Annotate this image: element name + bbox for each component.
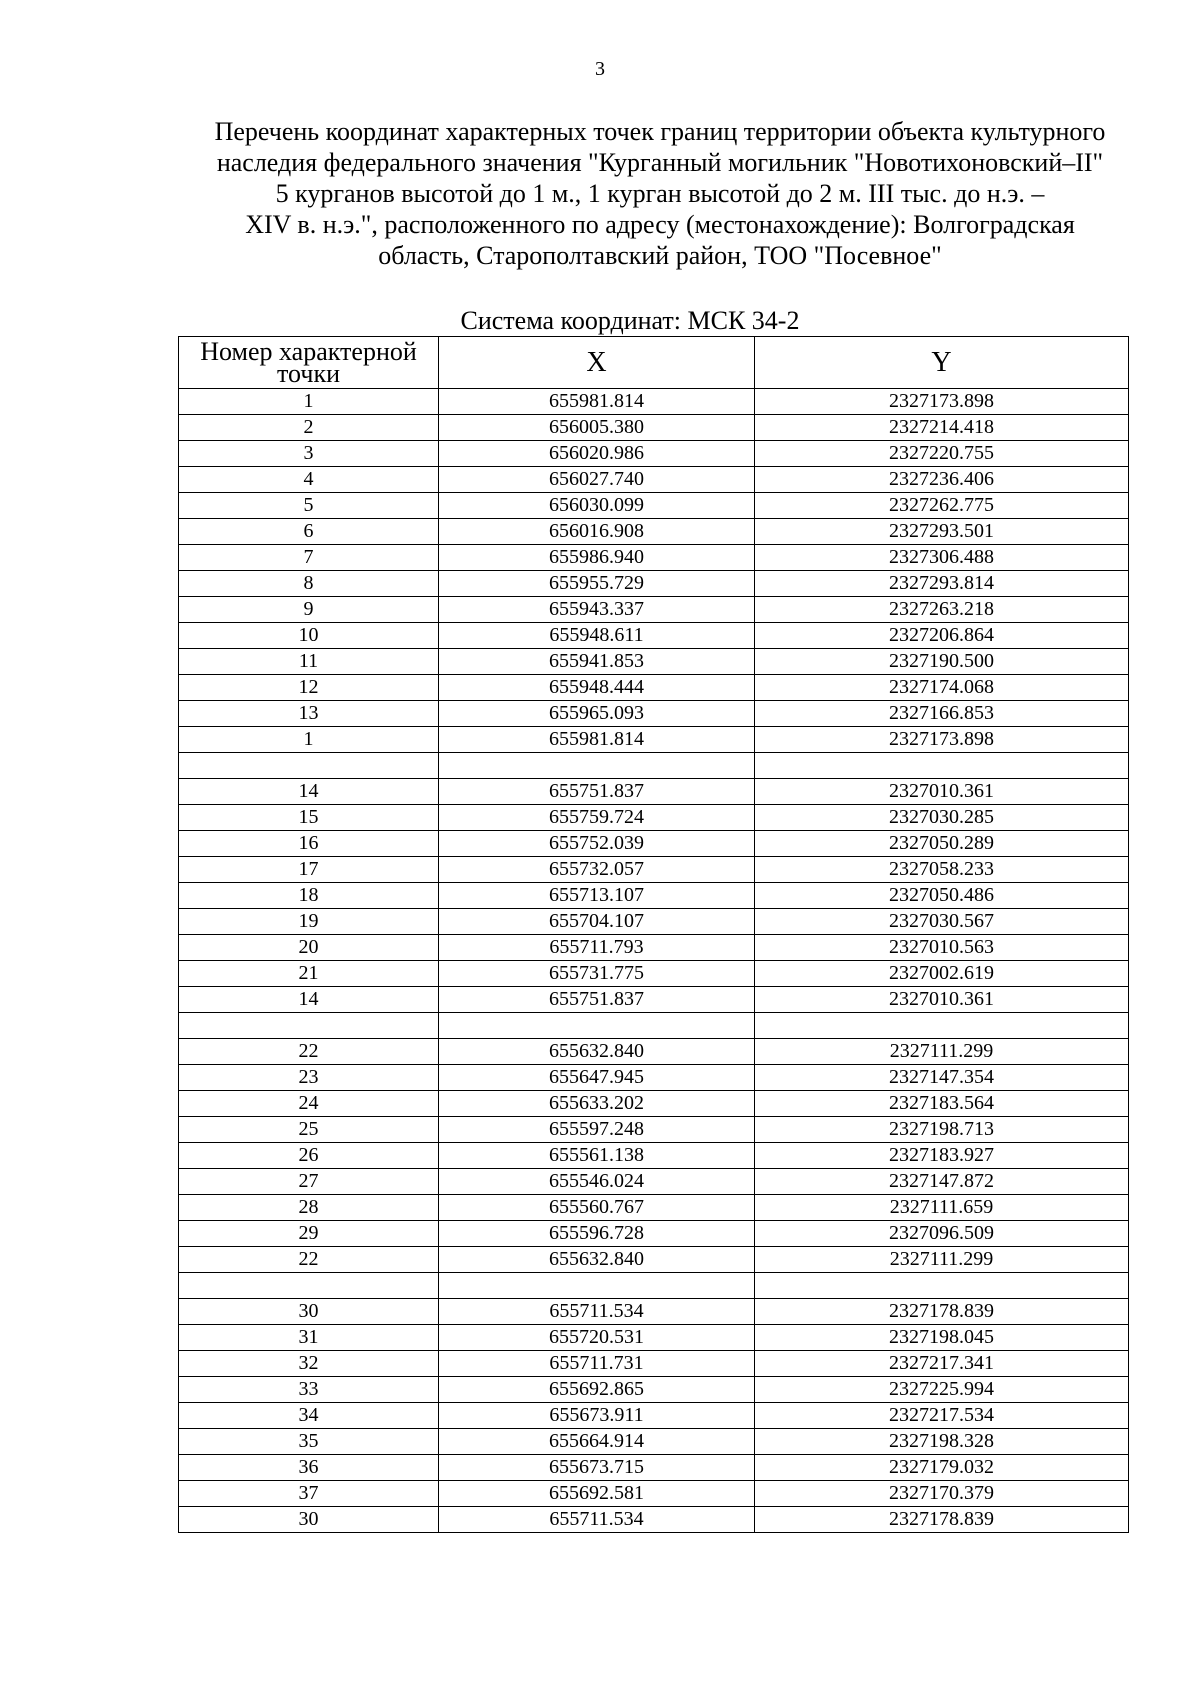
point-number-cell: 35: [179, 1429, 439, 1455]
coordinates-table: [178, 336, 1129, 1533]
point-number-cell: [179, 1013, 439, 1039]
y-coordinate-cell: 2327198.045: [755, 1325, 1129, 1351]
x-coordinate-cell: 656027.740: [439, 467, 755, 493]
point-number-cell: 36: [179, 1455, 439, 1481]
x-coordinate-cell: 655704.107: [439, 909, 755, 935]
y-coordinate-cell: 2327236.406: [755, 467, 1129, 493]
x-coordinate-cell: 655720.531: [439, 1325, 755, 1351]
table-row: [179, 1351, 1129, 1377]
x-coordinate-cell: 655759.724: [439, 805, 755, 831]
y-coordinate-cell: 2327174.068: [755, 675, 1129, 701]
x-coordinate-cell: 655752.039: [439, 831, 755, 857]
point-number-cell: 28: [179, 1195, 439, 1221]
table-row: [179, 987, 1129, 1013]
point-number-cell: [179, 1273, 439, 1299]
x-coordinate-cell: 655711.534: [439, 1507, 755, 1533]
table-row: [179, 493, 1129, 519]
y-coordinate-cell: 2327198.328: [755, 1429, 1129, 1455]
table-row: [179, 857, 1129, 883]
table-row: [179, 415, 1129, 441]
x-coordinate-cell: [439, 1273, 755, 1299]
table-row: [179, 805, 1129, 831]
y-coordinate-cell: 2327147.354: [755, 1065, 1129, 1091]
x-coordinate-cell: 655692.581: [439, 1481, 755, 1507]
point-number-cell: 6: [179, 519, 439, 545]
coordinate-system-caption: Система координат: МСК 34-2: [460, 306, 800, 335]
y-coordinate-cell: 2327183.927: [755, 1143, 1129, 1169]
x-coordinate-cell: 655711.731: [439, 1351, 755, 1377]
point-number-cell: 22: [179, 1247, 439, 1273]
x-coordinate-cell: 655981.814: [439, 389, 755, 415]
point-number-cell: 10: [179, 623, 439, 649]
document-title: [150, 116, 1170, 271]
table-row: [179, 883, 1129, 909]
title-line-5: область, Старополтавский район, ТОО "Посевное": [378, 241, 942, 270]
y-coordinate-cell: 2327206.864: [755, 623, 1129, 649]
y-coordinate-cell: 2327198.713: [755, 1117, 1129, 1143]
y-coordinate-cell: 2327293.501: [755, 519, 1129, 545]
x-coordinate-cell: 655731.775: [439, 961, 755, 987]
x-coordinate-cell: 655673.715: [439, 1455, 755, 1481]
y-coordinate-cell: 2327179.032: [755, 1455, 1129, 1481]
x-coordinate-cell: 655692.865: [439, 1377, 755, 1403]
point-number-cell: 15: [179, 805, 439, 831]
x-coordinate-cell: 655647.945: [439, 1065, 755, 1091]
y-coordinate-cell: 2327173.898: [755, 389, 1129, 415]
x-coordinate-cell: 655713.107: [439, 883, 755, 909]
y-coordinate-cell: 2327306.488: [755, 545, 1129, 571]
y-coordinate-cell: 2327058.233: [755, 857, 1129, 883]
table-row: [179, 1065, 1129, 1091]
table-row: [179, 753, 1129, 779]
point-number-cell: 34: [179, 1403, 439, 1429]
y-coordinate-cell: 2327293.814: [755, 571, 1129, 597]
y-coordinate-cell: 2327190.500: [755, 649, 1129, 675]
y-coordinate-cell: 2327096.509: [755, 1221, 1129, 1247]
point-number-cell: 9: [179, 597, 439, 623]
table-row: [179, 961, 1129, 987]
x-coordinate-cell: 655711.534: [439, 1299, 755, 1325]
table-row: [179, 441, 1129, 467]
point-number-cell: 37: [179, 1481, 439, 1507]
table-row: [179, 519, 1129, 545]
point-number-cell: 31: [179, 1325, 439, 1351]
point-number-cell: 2: [179, 415, 439, 441]
y-coordinate-cell: 2327170.379: [755, 1481, 1129, 1507]
point-number-cell: 18: [179, 883, 439, 909]
y-coordinate-cell: 2327030.285: [755, 805, 1129, 831]
x-coordinate-cell: 655751.837: [439, 779, 755, 805]
y-coordinate-cell: 2327111.299: [755, 1247, 1129, 1273]
point-number-cell: 17: [179, 857, 439, 883]
x-coordinate-cell: 655597.248: [439, 1117, 755, 1143]
table-row: [179, 571, 1129, 597]
point-number-cell: 8: [179, 571, 439, 597]
table-row: [179, 1455, 1129, 1481]
header-x: X: [439, 337, 755, 389]
y-coordinate-cell: 2327220.755: [755, 441, 1129, 467]
point-number-cell: 1: [179, 727, 439, 753]
point-number-cell: 23: [179, 1065, 439, 1091]
table-row: [179, 597, 1129, 623]
x-coordinate-cell: 655943.337: [439, 597, 755, 623]
table-row: [179, 623, 1129, 649]
x-coordinate-cell: 655561.138: [439, 1143, 755, 1169]
point-number-cell: 30: [179, 1299, 439, 1325]
point-number-cell: 7: [179, 545, 439, 571]
x-coordinate-cell: 655948.611: [439, 623, 755, 649]
header-y: Y: [755, 337, 1129, 389]
y-coordinate-cell: [755, 1273, 1129, 1299]
point-number-cell: 16: [179, 831, 439, 857]
point-number-cell: 33: [179, 1377, 439, 1403]
table-body: [179, 389, 1129, 1533]
table-row: [179, 909, 1129, 935]
point-number-cell: 4: [179, 467, 439, 493]
x-coordinate-cell: 656016.908: [439, 519, 755, 545]
x-coordinate-cell: 655632.840: [439, 1039, 755, 1065]
y-coordinate-cell: 2327147.872: [755, 1169, 1129, 1195]
y-coordinate-cell: 2327030.567: [755, 909, 1129, 935]
point-number-cell: 5: [179, 493, 439, 519]
table-row: [179, 1273, 1129, 1299]
table-row: [179, 1247, 1129, 1273]
table-row: [179, 649, 1129, 675]
x-coordinate-cell: 655941.853: [439, 649, 755, 675]
x-coordinate-cell: 655546.024: [439, 1169, 755, 1195]
y-coordinate-cell: 2327178.839: [755, 1299, 1129, 1325]
x-coordinate-cell: 655751.837: [439, 987, 755, 1013]
x-coordinate-cell: 655673.911: [439, 1403, 755, 1429]
x-coordinate-cell: 655948.444: [439, 675, 755, 701]
x-coordinate-cell: 655632.840: [439, 1247, 755, 1273]
point-number-cell: 3: [179, 441, 439, 467]
page-number: 3: [595, 58, 605, 80]
y-coordinate-cell: 2327225.994: [755, 1377, 1129, 1403]
point-number-cell: 25: [179, 1117, 439, 1143]
table-row: [179, 1299, 1129, 1325]
table-row: [179, 779, 1129, 805]
x-coordinate-cell: [439, 753, 755, 779]
table-row: [179, 1169, 1129, 1195]
point-number-cell: 13: [179, 701, 439, 727]
y-coordinate-cell: 2327002.619: [755, 961, 1129, 987]
title-line-3: 5 курганов высотой до 1 м., 1 курган высотой до 2 м. III тыс. до н.э. –: [275, 179, 1045, 208]
table-row: [179, 1117, 1129, 1143]
point-number-cell: 30: [179, 1507, 439, 1533]
point-number-cell: 21: [179, 961, 439, 987]
y-coordinate-cell: 2327262.775: [755, 493, 1129, 519]
table-row: [179, 1429, 1129, 1455]
y-coordinate-cell: 2327214.418: [755, 415, 1129, 441]
x-coordinate-cell: 655986.940: [439, 545, 755, 571]
table-row: [179, 1377, 1129, 1403]
x-coordinate-cell: 656030.099: [439, 493, 755, 519]
point-number-cell: 24: [179, 1091, 439, 1117]
x-coordinate-cell: 655981.814: [439, 727, 755, 753]
table-row: [179, 545, 1129, 571]
table-row: [179, 467, 1129, 493]
point-number-cell: 29: [179, 1221, 439, 1247]
x-coordinate-cell: 655633.202: [439, 1091, 755, 1117]
table-row: [179, 1403, 1129, 1429]
table-row: [179, 727, 1129, 753]
table-header-row: [179, 337, 1129, 389]
point-number-cell: 20: [179, 935, 439, 961]
x-coordinate-cell: 655711.793: [439, 935, 755, 961]
point-number-cell: 32: [179, 1351, 439, 1377]
x-coordinate-cell: 655965.093: [439, 701, 755, 727]
table-row: [179, 1039, 1129, 1065]
point-number-cell: 19: [179, 909, 439, 935]
table-row: [179, 1221, 1129, 1247]
y-coordinate-cell: 2327050.289: [755, 831, 1129, 857]
table-row: [179, 935, 1129, 961]
point-number-cell: [179, 753, 439, 779]
y-coordinate-cell: 2327263.218: [755, 597, 1129, 623]
table-row: [179, 1091, 1129, 1117]
table-row: [179, 1143, 1129, 1169]
y-coordinate-cell: 2327010.361: [755, 987, 1129, 1013]
table-row: [179, 701, 1129, 727]
y-coordinate-cell: 2327217.534: [755, 1403, 1129, 1429]
point-number-cell: 14: [179, 987, 439, 1013]
table-row: [179, 1507, 1129, 1533]
point-number-cell: 1: [179, 389, 439, 415]
title-line-1: Перечень координат характерных точек границ территории объекта культурного: [214, 117, 1106, 146]
table-row: [179, 1325, 1129, 1351]
y-coordinate-cell: 2327111.659: [755, 1195, 1129, 1221]
y-coordinate-cell: [755, 753, 1129, 779]
x-coordinate-cell: 656020.986: [439, 441, 755, 467]
x-coordinate-cell: 655596.728: [439, 1221, 755, 1247]
table-row: [179, 831, 1129, 857]
table-row: [179, 389, 1129, 415]
table-row: [179, 1481, 1129, 1507]
y-coordinate-cell: 2327166.853: [755, 701, 1129, 727]
point-number-cell: 11: [179, 649, 439, 675]
point-number-cell: 22: [179, 1039, 439, 1065]
y-coordinate-cell: 2327010.563: [755, 935, 1129, 961]
y-coordinate-cell: 2327178.839: [755, 1507, 1129, 1533]
x-coordinate-cell: 656005.380: [439, 415, 755, 441]
table-row: [179, 675, 1129, 701]
y-coordinate-cell: 2327217.341: [755, 1351, 1129, 1377]
title-line-4: XIV в. н.э.", расположенного по адресу (местонахождение): Волгоградская: [245, 210, 1075, 239]
y-coordinate-cell: 2327050.486: [755, 883, 1129, 909]
title-line-2: наследия федерального значения "Курганный могильник "Новотихоновский–II": [216, 148, 1104, 177]
x-coordinate-cell: 655955.729: [439, 571, 755, 597]
point-number-cell: 27: [179, 1169, 439, 1195]
x-coordinate-cell: 655732.057: [439, 857, 755, 883]
y-coordinate-cell: 2327010.361: [755, 779, 1129, 805]
x-coordinate-cell: 655664.914: [439, 1429, 755, 1455]
x-coordinate-cell: [439, 1013, 755, 1039]
y-coordinate-cell: 2327111.299: [755, 1039, 1129, 1065]
x-coordinate-cell: 655560.767: [439, 1195, 755, 1221]
y-coordinate-cell: 2327173.898: [755, 727, 1129, 753]
table-row: [179, 1195, 1129, 1221]
header-point-number: Номер характерной точки: [179, 337, 439, 389]
point-number-cell: 12: [179, 675, 439, 701]
y-coordinate-cell: 2327183.564: [755, 1091, 1129, 1117]
point-number-cell: 26: [179, 1143, 439, 1169]
table-row: [179, 1013, 1129, 1039]
y-coordinate-cell: [755, 1013, 1129, 1039]
point-number-cell: 14: [179, 779, 439, 805]
